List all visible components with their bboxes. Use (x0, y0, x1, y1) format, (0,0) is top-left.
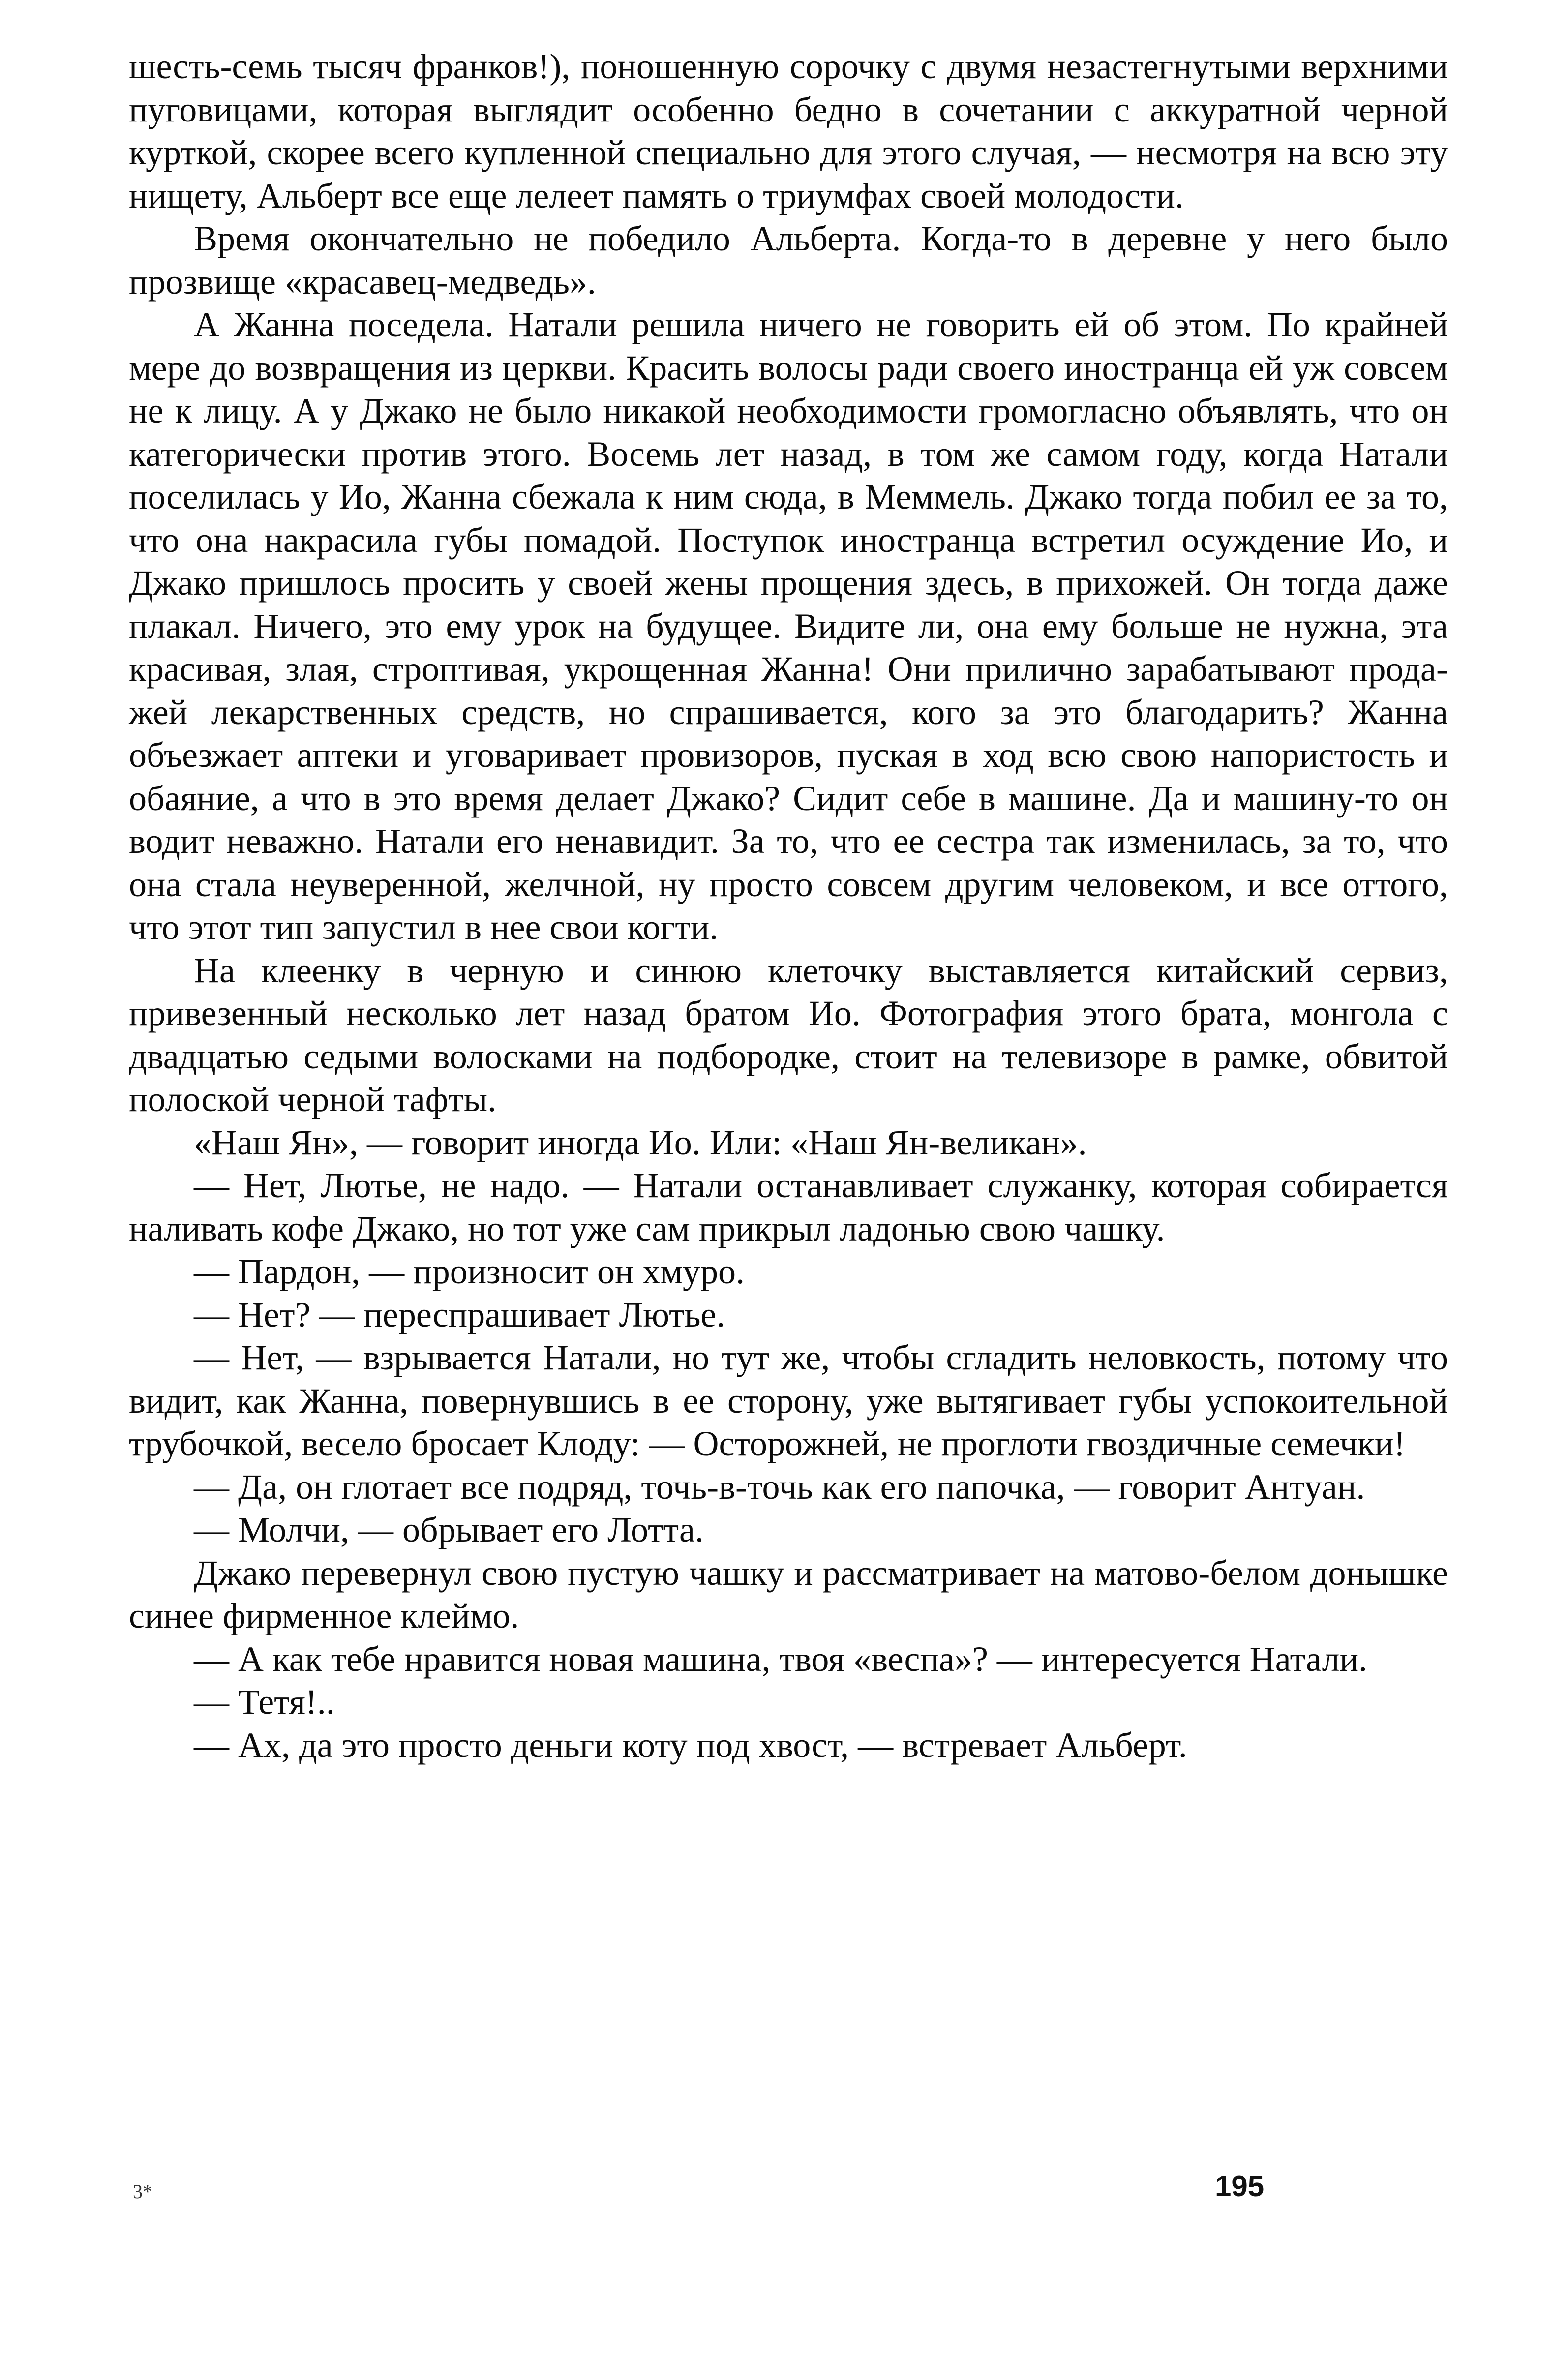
body-text (129, 45, 1448, 1767)
paragraph-3: А Жанна поседела. Натали решила ничего не говорить ей об этом. По крайней мере до возвращения из церкви. Красить волосы ради своего иностранца ей уж совсем не к лицу. А у Джако не было никакой необходимости громогласно объявлять, что он категорически против этого. Восемь лет назад, в том же самом году, когда Натали поселилась у Ио, Жанна сбежала к ним сюда, в Меммель. Джако тогда побил ее за то, что она накрасила губы помадой. Поступок иностранца встретил осуждение Ио, и Джако пришлось просить у своей жены прощения здесь, в прихожей. Он тогда даже плакал. Ничего, это ему урок на будущее. Видите ли, она ему больше не нужна, эта красивая, злая, строптивая, укрощенная Жанна! Они прилично зарабатывают продажей лекарственных средств, но спрашивается, кого за это благодарить? Жанна объезжает аптеки и уговаривает провизоров, пуская в ход всю свою напористость и обаяние, а что в это время делает Джако? Сидит себе в машине. Да и машину-то он водит неважно. Натали его ненавидит. За то, что ее сестра так изменилась, за то, что она стала неуверенной, желчной, ну просто совсем другим человеком, и все оттого, что этот тип запустил в нее свои когти. (129, 305, 1448, 947)
page-number: 195 (1215, 2170, 1265, 2203)
paragraph-4: На клеенку в черную и синюю клеточку выставляется китайский сервиз, привезенный несколько лет назад братом Ио. Фотография этого брата, монгола с двадцатью седыми волосками на подбородке, стоит на телевизоре в рамке, обвитой полоской черной тафты. (129, 950, 1448, 1119)
paragraph-2: Время окончательно не победило Альберта. Когда-то в деревне у него было прозвище «красавец-медведь». (129, 219, 1448, 302)
paragraph-13: — А как тебе нравится новая машина, твоя «веспа»? — интересуется Натали. (194, 1639, 1368, 1679)
paragraph-11: — Молчи, — обрывает его Лотта. (194, 1510, 704, 1549)
paragraph-14: — Тетя!.. (194, 1682, 335, 1722)
paragraph-9: — Нет, — взрывается Натали, но тут же, чтобы сгладить неловкость, потому что видит, как Жанна, повернувшись в ее сторону, уже вытягивает губы успокоительной трубочкой, весело бросает Клоду: — Осторожней, не проглоти гвоздичные семечки! (129, 1338, 1448, 1463)
paragraph-6: — Нет, Лютье, не надо. — Натали останавливает служанку, которая собирается наливать кофе Джако, но тот уже сам прикрыл ладонью свою чашку. (129, 1166, 1448, 1248)
paragraph-8: — Нет? — переспрашивает Лютье. (194, 1295, 725, 1334)
paragraph-12: Джако перевернул свою пустую чашку и рассматривает на матово-белом донышке синее фирменное клеймо. (129, 1553, 1448, 1635)
paragraph-7: — Пардон, — произносит он хмуро. (194, 1252, 745, 1291)
paragraph-15: — Ах, да это просто деньги коту под хвост, — встревает Альберт. (194, 1725, 1187, 1765)
paragraph-1: шесть-семь тысяч франков!), поношенную сорочку с двумя незастегнутыми верхними пуговицами, которая выглядит особенно бедно в сочетании с аккуратной черной курткой, скорее всего купленной специально для этого случая, — несмотря на всю эту нищету, Альберт все еще лелеет память о триумфах своей молодости. (129, 47, 1448, 215)
signature-mark: 3* (133, 2180, 152, 2203)
paragraph-5: «Наш Ян», — говорит иногда Ио. Или: «Наш Ян-великан». (194, 1122, 1087, 1162)
paragraph-10: — Да, он глотает все подряд, точь-в-точь как его папочка, — говорит Антуан. (194, 1467, 1365, 1507)
